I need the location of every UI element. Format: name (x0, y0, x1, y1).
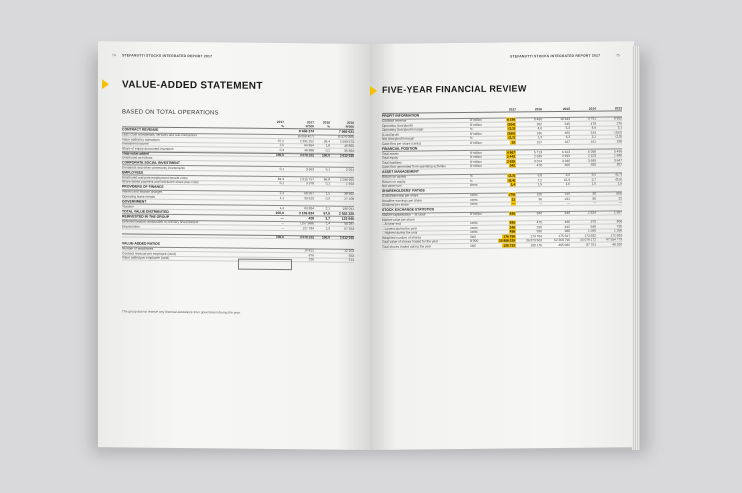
cell-value: 1 095 (588, 228, 596, 233)
cell-value: 2,5 (279, 143, 284, 148)
cell-value: 730 (616, 224, 622, 229)
cell-value: 34 079 172 (580, 237, 596, 243)
cell-value: 5 713 (534, 149, 542, 155)
highlight-box (238, 259, 292, 271)
cell-value: 2 992 252 (299, 139, 314, 144)
cell-value: 1 256 (614, 228, 622, 233)
row-unit: cents (470, 225, 478, 230)
cell-value: 4,9 (591, 125, 596, 130)
highlight-value: (79) (509, 192, 515, 197)
cell-value: 84,3 (277, 176, 284, 181)
cell-value: 173 852 (584, 233, 596, 238)
left-running-head: STEFANUTTI STOCKS INTEGRATED REPORT 2017 (122, 53, 213, 59)
cell-value: 3 078 102 (299, 153, 314, 158)
cell-value: — (280, 225, 284, 230)
cell-value: 10 812 (304, 248, 314, 253)
row-label: Cash flow per share (cents) (382, 141, 421, 146)
row-unit: cents (470, 193, 478, 198)
row-label: PROVIDERS OF FINANCE (122, 184, 164, 190)
row-label: Weighted number of shares (382, 235, 422, 240)
row-label: Return on assets (382, 174, 407, 180)
cell-value: 5,3 (565, 126, 570, 131)
cell-value: 86,8 (323, 177, 330, 182)
cell-value: 196 041 (342, 206, 354, 211)
left-page (98, 41, 370, 450)
column-header: 2014 (588, 106, 596, 111)
cell-value (492, 164, 516, 168)
cell-value: 1,1 (279, 195, 284, 200)
cell-value: 35 664 (344, 148, 354, 153)
cell-value: 3,3 (565, 135, 570, 140)
cell-value: 848 (590, 224, 596, 229)
cell-value: 1,5 (617, 181, 622, 186)
row-label: Taxation (122, 204, 134, 209)
cell-value: 46 865 (344, 143, 354, 149)
cell-value: 606 (564, 163, 570, 168)
cell-value: 99,4 (323, 139, 330, 144)
cell-value: 5 495 (614, 149, 622, 154)
cell-value: 1,9 (537, 135, 542, 140)
cell-value: 123 540 (341, 216, 354, 222)
row-label: (Loss)/earnings per share (382, 193, 419, 199)
cell-value: 276 (616, 121, 622, 126)
row-label: GOVERNMENT (122, 199, 147, 204)
cell-value: 2,1 (325, 206, 330, 211)
cell-value: 167 (564, 139, 570, 144)
row-label: TOTAL VALUE DISTRIBUTED (122, 209, 169, 214)
cell-value: 22 (618, 196, 622, 201)
highlight-value: (2,3) (508, 173, 515, 178)
yellow-marker-icon (370, 86, 377, 96)
cell-value: 1 848 (614, 153, 622, 158)
cell-value: 100,0 (322, 235, 330, 240)
row-label: SHAREHOLDERS' RATIOS (382, 188, 425, 194)
cell-value: 2 915 757 (299, 177, 314, 182)
row-label: EMPLOYEES (122, 170, 144, 175)
row-label: VALUE-ADDED RATIOS (122, 241, 160, 247)
cell-value: 1 923 (346, 181, 354, 187)
cell-value: 3,1 (617, 125, 622, 130)
row-label: CONTRACT REVENUE (122, 127, 159, 133)
cell-value: 6 098 (588, 149, 596, 154)
row-unit: R'000 (470, 239, 479, 244)
row-label: Donations and other community investments (122, 165, 185, 170)
cell-value: 186 (536, 130, 542, 136)
cell-value: 4,6 (537, 126, 542, 131)
cell-value: 175 567 (558, 233, 570, 238)
cell-value: — (592, 200, 596, 205)
cell-value: 1,8 (325, 143, 330, 148)
cell-value: 8,5 (591, 172, 596, 177)
row-unit: R'million (470, 155, 482, 160)
cell-value: 988 (564, 229, 570, 234)
row-label: CORPORATE SOCIAL INVESTMENT (122, 160, 180, 165)
row-label: Total shares traded during the year (382, 244, 432, 249)
yellow-marker-icon (102, 79, 109, 89)
highlight-value: 176 750 (503, 234, 515, 239)
cell-value: 2 639 (534, 154, 542, 159)
column-header: 2016 (534, 107, 542, 112)
cell-value: 5,7 (591, 177, 596, 182)
cell-value: 2 103 (588, 153, 596, 158)
cell-value: 6 323 (562, 149, 570, 154)
cell-value: 3 074 (534, 158, 542, 164)
cell-value (492, 183, 516, 187)
column-header: 2013 (614, 106, 622, 111)
footnote: The group did not receive any financial assistance from government during the year. (122, 309, 241, 315)
cell-value: 405 082 (558, 242, 570, 247)
page-edges (632, 46, 640, 450)
cell-value: 3,1 (591, 134, 596, 139)
cell-value: 56 287 (344, 221, 354, 227)
cell-value: 0,1 (325, 167, 330, 172)
cell-value: 949 (564, 211, 570, 216)
cell-value: 86 (592, 196, 596, 201)
column-header: 2017 (508, 107, 516, 112)
cell-value: 0,3 (279, 147, 284, 152)
cell-value: 231 (564, 196, 570, 201)
highlight-value: 2 525 (507, 159, 515, 164)
highlight-value: (1,3) (508, 126, 515, 131)
cell-value: 1,4 (279, 205, 284, 210)
highlight-value: 8 158 (507, 117, 515, 122)
cell-value: 172 583 (610, 233, 622, 238)
cell-value: 876 (308, 253, 314, 258)
row-label: Investment income (122, 141, 149, 146)
cell-value: 67 253 (344, 226, 354, 231)
row-label: Deferred taxation attributable to ordinary shareholders (122, 219, 199, 225)
cell-value: 3 995 (588, 158, 596, 163)
cell-value: 6,8 (537, 173, 542, 178)
row-label: Total value of shares traded for the year (382, 239, 439, 245)
highlight-value: (1,7) (508, 135, 515, 140)
cell-value: 1 887 (614, 210, 622, 215)
cell-value: 2 612 025 (339, 153, 354, 158)
cell-value: 478 (536, 163, 542, 168)
cell-value: 2 552 320 (338, 211, 354, 216)
cell-value: 108 (536, 192, 542, 197)
column-header: 2017 R'000 (305, 120, 314, 129)
cell-value: 2 296 665 (339, 177, 354, 182)
cell-value: 2,3 (325, 226, 330, 231)
left-page-number: 74 (112, 53, 116, 58)
row-label: PROFIT INFORMATION (382, 113, 420, 119)
cell-value: 100,0 (275, 210, 284, 215)
row-unit: % (470, 136, 473, 141)
highlight-value: — (511, 201, 515, 206)
cell-value: 97,2 (277, 138, 284, 143)
cell-value: 3 663 (306, 167, 314, 172)
row-label: Total value added (122, 151, 149, 156)
five-year-table (382, 103, 622, 249)
row-label: Total liabilities (382, 160, 402, 165)
highlight-value: 19 (511, 140, 515, 145)
row-label: Cash flow generated from operating activities (382, 164, 446, 170)
row-label: Interest and finance charges (122, 189, 163, 195)
row-label: Distributed as follows: (122, 155, 154, 160)
row-label: Net (loss)/profit margin (382, 136, 415, 142)
row-unit: cents (470, 202, 478, 207)
cell-value: 355 (564, 130, 570, 135)
cell-value: 52 268 796 (554, 238, 570, 243)
cell-value: 48 888 (304, 148, 314, 153)
row-label: – Highest during the year (382, 230, 418, 236)
cell-value: 0,9 (325, 196, 330, 201)
highlight-value: 826 (509, 220, 515, 225)
row-label: – Lowest during the year (382, 226, 417, 231)
cell-value: 1,6 (565, 182, 570, 187)
cell-value: 7,2 (537, 177, 542, 182)
cell-value: 319 (590, 130, 596, 135)
cell-value: — (280, 216, 284, 221)
cell-value: — (280, 221, 284, 226)
row-label: Number of employees (122, 246, 154, 251)
cell-value: 48 100 (612, 242, 622, 247)
cell-value: (5,7) (615, 172, 622, 177)
value-added-table (122, 119, 354, 262)
row-label: Operating lease rentals (122, 194, 155, 199)
cell-value: 87 761 (586, 242, 596, 247)
cell-value: 3 647 (614, 158, 622, 163)
row-label: Value added by operations (122, 137, 160, 142)
cell-value: 8 658 374 (298, 129, 314, 134)
cell-value: 214 (348, 258, 354, 263)
cell-value: 2 021 (346, 167, 354, 172)
cell-value: 127 784 (302, 226, 314, 231)
cell-value: 68 997 (304, 191, 314, 196)
row-unit: R'million (470, 150, 482, 155)
cell-value: 970 (590, 219, 596, 224)
cell-value: 69 834 (304, 206, 314, 211)
cell-value: (1,8) (615, 134, 622, 139)
cell-value: 1,5 (325, 191, 330, 196)
highlight-value: 342 (509, 163, 515, 168)
column-header: 2017 % (276, 120, 284, 128)
cell-value: (162) (614, 130, 622, 135)
cell-value: 480 (564, 220, 570, 225)
cell-value: 36 873 563 (526, 238, 542, 243)
row-label: Distributed and post-employment benefit costs (122, 175, 188, 180)
cell-value: 585 (590, 162, 596, 167)
page-title: VALUE-ADDED STATEMENT (122, 79, 263, 92)
row-unit: R'million (470, 164, 482, 169)
page-title: FIVE-YEAR FINANCIAL REVIEW (382, 83, 527, 95)
cell-value: 12 203 (344, 248, 354, 254)
cell-value (492, 243, 516, 247)
row-unit: % (470, 127, 473, 132)
row-unit: % (470, 178, 473, 183)
cell-value: 2 593 573 (339, 139, 354, 144)
row-unit: R'million (470, 159, 482, 164)
row-label: FINANCIAL POSITION (382, 146, 418, 151)
row-label: Market capitalisation – at close (382, 212, 426, 218)
row-label: Net asset turn (382, 183, 402, 189)
cell-value: 0,1 (325, 181, 330, 186)
cell-value: 2 612 025 (339, 235, 354, 240)
cell-value: (5 376 058) (337, 134, 354, 140)
cell-value: 100,0 (276, 234, 284, 239)
cell-value: 387 (616, 162, 622, 167)
cell-value: (89) (616, 191, 622, 196)
highlight-value: 626 (509, 211, 515, 216)
cell-value: 33 623 (304, 196, 314, 201)
highlight-value: 458 (509, 229, 515, 234)
cell-value: — (538, 201, 542, 206)
row-label: Total equity (382, 155, 399, 161)
cell-value: 590 (536, 229, 542, 234)
highlight-value: 125 733 (503, 243, 515, 248)
row-label: Contract revenue (382, 118, 407, 124)
cell-value: — (618, 200, 622, 205)
cell-value: 188 (616, 139, 622, 144)
right-running-head: STEFANUTTI STOCKS INTEGRATED REPORT 2017 (510, 53, 601, 59)
cell-value: 1,4 (325, 221, 330, 226)
cell-value: 653 (348, 253, 354, 258)
cell-value: 0,1 (279, 181, 284, 186)
cell-value: 7 969 631 (338, 129, 354, 135)
row-label: Return on equity (382, 179, 406, 184)
row-unit: '000 (470, 243, 476, 248)
cell-value: 9 978 (306, 181, 314, 186)
cell-value: 3 930 (562, 158, 570, 163)
cell-value: 100,0 (322, 153, 330, 158)
cell-value: 428 (308, 216, 314, 221)
cell-value: 90 (592, 191, 596, 196)
highlight-value: (6,4) (508, 178, 515, 183)
cell-value: 545 (564, 121, 570, 126)
row-unit: % (470, 174, 473, 179)
highlight-value: 346 (509, 225, 515, 230)
cell-value: 392 (536, 121, 542, 127)
row-label: Depreciation (122, 224, 140, 229)
row-label: Share-based payment and forfeitures share plan costs (122, 179, 199, 185)
row-unit: times (470, 183, 478, 188)
row-unit: R'million (470, 122, 482, 127)
cell-value: 157 (536, 139, 542, 145)
cell-value: 10 344 (560, 117, 570, 122)
highlight-value: 4 967 (507, 150, 515, 155)
cell-value: 2,4 (279, 191, 284, 196)
cell-value: 47 554 779 (606, 237, 622, 242)
cell-value: 215 (564, 192, 570, 197)
cell-value: 0,1 (279, 166, 284, 171)
cell-value: 0,2 (325, 148, 330, 153)
cell-value: 108 176 (530, 242, 542, 248)
column-header: 2016 % (322, 120, 330, 129)
table-row (382, 242, 622, 249)
cell-value: 97,5 (323, 211, 330, 216)
row-unit: R'million (470, 118, 482, 123)
cell-value: 64 864 (304, 143, 314, 148)
column-header: 2015 (562, 106, 570, 111)
cell-value: 38 562 (344, 191, 354, 197)
row-label: Dividend per share (382, 202, 409, 208)
cell-value: 3,7 (325, 216, 330, 221)
page-subtitle: BASED ON TOTAL OPERATIONS (122, 109, 219, 117)
cell-value: 27 108 (344, 196, 354, 201)
column-header: 2016 R'000 (345, 120, 354, 129)
cell-value: 808 (616, 219, 622, 224)
row-unit: R'million (470, 212, 482, 217)
cell-value: 1,5 (591, 181, 596, 186)
cell-value: (6 068 427) (297, 134, 314, 139)
cell-value: 15,9 (563, 177, 570, 182)
cell-value: 96 (538, 196, 542, 201)
highlight-value: 11 (511, 197, 515, 202)
highlight-value: (160) (507, 131, 515, 136)
cell-value: 1,5 (537, 182, 542, 187)
cell-value: 3 109 834 (298, 211, 314, 216)
cell-value: 296 (308, 257, 314, 262)
cell-value: 174 784 (530, 233, 542, 239)
row-unit: cents (470, 221, 478, 226)
cell-value: — (566, 201, 570, 206)
row-unit: cents (470, 197, 478, 202)
row-label: Market value per share (382, 217, 415, 222)
cell-value (492, 140, 516, 144)
row-label: STOCK EXCHANGE STATISTICS (382, 207, 435, 213)
row-label: Contract revenue per employee (rand) (122, 251, 177, 256)
row-label (122, 235, 266, 237)
highlight-value: 1,4 (510, 182, 515, 187)
cell-value: 492 (564, 224, 570, 229)
cell-value: 290 (536, 224, 542, 230)
cell-value: 2 393 (562, 154, 570, 159)
cell-value: 8 466 (534, 117, 542, 122)
row-label: Total assets (382, 151, 399, 156)
cell-value: 840 (536, 211, 542, 216)
cell-value: 3 078 102 (299, 235, 314, 240)
cell-value: 1 824 (588, 210, 596, 215)
cell-value (492, 212, 516, 216)
row-label: Less: Cost of materials, services and sub-contractors (122, 132, 197, 138)
highlight-value: 2 442 (507, 154, 515, 159)
row-label: Value added per employee (rand) (122, 255, 170, 261)
row-unit: R'million (470, 140, 482, 145)
cell-value: 9 751 (588, 116, 596, 121)
right-page-number: 75 (616, 53, 620, 58)
row-label: – At year-end (382, 221, 401, 227)
right-page (370, 41, 634, 450)
row-label: Share of equity-accounted investees (122, 146, 174, 151)
row-unit: cents (470, 230, 478, 235)
cell-value: 470 (536, 220, 542, 225)
cell-value (492, 202, 516, 206)
row-label: REINVESTED IN THE GROUP (122, 214, 170, 220)
cell-value: (157 968) (300, 221, 314, 226)
row-label: Operating (loss)/profit (382, 123, 413, 128)
row-unit: R'million (470, 131, 482, 136)
row-label: ASSET MANAGEMENT (382, 169, 419, 175)
highlight-value: 25 858 229 (499, 238, 515, 243)
highlight-value: (104) (507, 122, 515, 127)
cell-value: 8,6 (565, 173, 570, 178)
row-unit: '000 (470, 234, 476, 239)
cell-value: 478 (590, 121, 596, 126)
row-label: Headline earnings per share (382, 198, 423, 203)
cell-value: 100,0 (276, 152, 284, 157)
row-label: (Loss)/profit (382, 132, 399, 137)
cell-value: (8,9) (615, 177, 622, 182)
row-label: Operating (loss)/profit margin (382, 127, 424, 133)
cell-value: 8 892 (614, 116, 622, 121)
cell-value: 161 (590, 139, 596, 144)
